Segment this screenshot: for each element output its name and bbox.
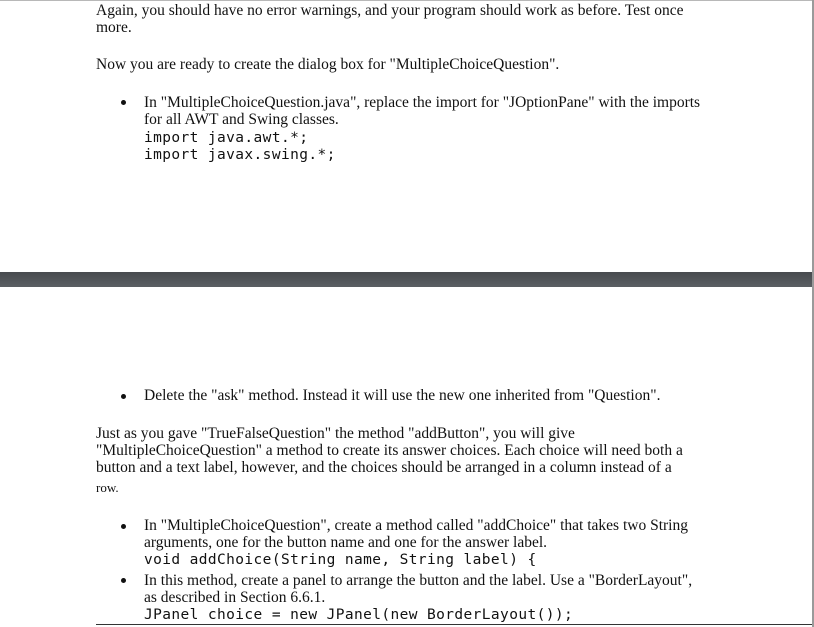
- page-top-edge: [0, 0, 814, 1]
- paragraph-just-line-2: "MultipleChoiceQuestion" a method to create its answer choices. Each choice will need both a: [96, 442, 683, 459]
- bullet-dot: [121, 578, 126, 583]
- bullet-import-line-1: In "MultipleChoiceQuestion.java", replace the import for "JOptionPane" with the imports: [144, 94, 701, 111]
- bullet-dot: [121, 524, 126, 529]
- paragraph-again-line-1: Again, you should have no error warnings, and your program should work as before. Test once: [96, 2, 684, 19]
- bullet-import-line-2: for all AWT and Swing classes.: [144, 111, 339, 128]
- bullet-panel-line-2: as described in Section 6.6.1.: [144, 589, 326, 606]
- bullet-addchoice-line-2: arguments, one for the button name and one for the answer label.: [144, 534, 548, 551]
- page-separator: [0, 272, 814, 287]
- paragraph-just-line-4: row.: [96, 480, 119, 495]
- bullet-delete-ask: Delete the "ask" method. Instead it will use the new one inherited from "Question".: [144, 387, 661, 404]
- paragraph-now-ready: Now you are ready to create the dialog box for "MultipleChoiceQuestion".: [96, 56, 560, 73]
- code-import-awt: import java.awt.*;: [144, 130, 309, 146]
- code-addchoice-signature: void addChoice(String name, String label) {: [144, 552, 537, 568]
- paragraph-just-line-3: button and a text label, however, and the choices should be arranged in a column instead of a: [96, 459, 672, 476]
- bullet-panel-line-1: In this method, create a panel to arrange the button and the label. Use a "BorderLayout",: [144, 572, 693, 589]
- bullet-dot: [121, 100, 126, 105]
- paragraph-again-line-2: more.: [96, 19, 132, 36]
- document-page-1: [0, 0, 814, 272]
- code-panel-declaration: JPanel choice = new JPanel(new BorderLayout());: [144, 607, 574, 623]
- bullet-dot: [121, 394, 126, 399]
- page-bottom-rule: [96, 624, 814, 625]
- bullet-addchoice-line-1: In "MultipleChoiceQuestion", create a method called "addChoice" that takes two String: [144, 517, 688, 534]
- document-page-2: [0, 287, 814, 627]
- paragraph-just-line-1: Just as you gave "TrueFalseQuestion" the method "addButton", you will give: [96, 425, 575, 442]
- code-import-swing: import javax.swing.*;: [144, 147, 336, 163]
